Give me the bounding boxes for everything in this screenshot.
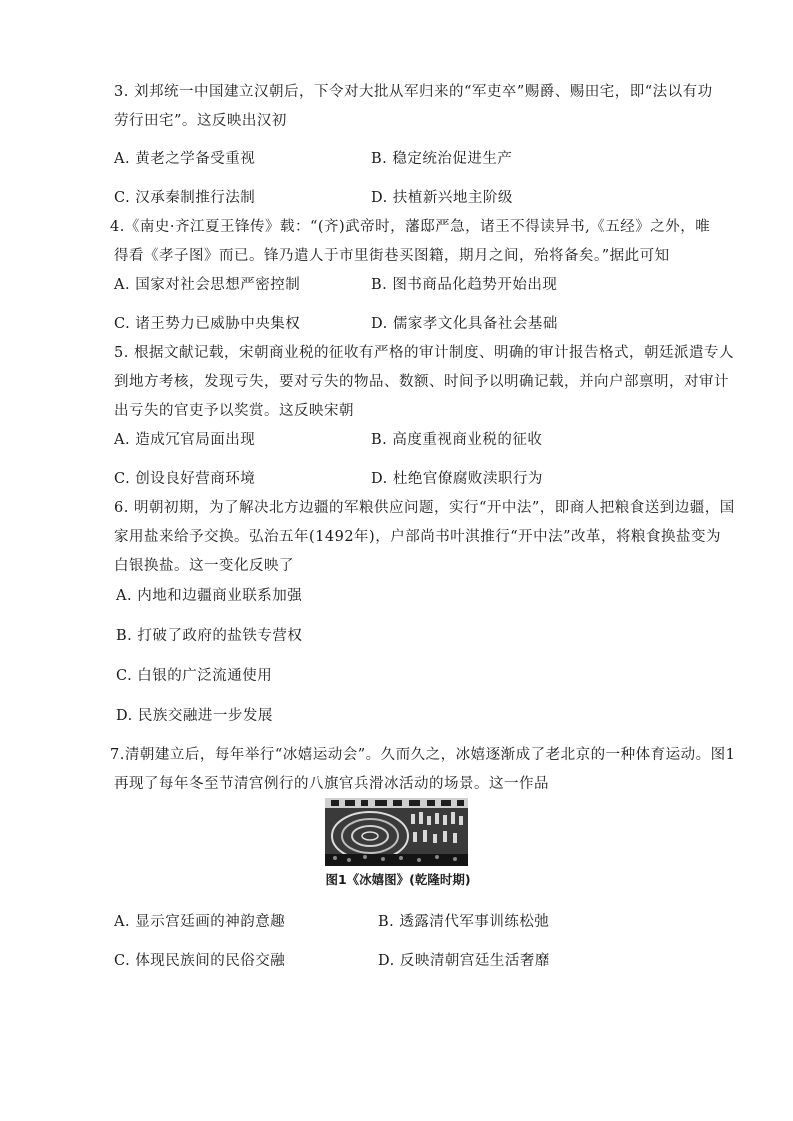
question-6-option-a[interactable]: A. 内地和边疆商业联系加强 [116,588,303,604]
question-4-option-d[interactable]: D. 儒家孝文化具备社会基础 [371,316,558,332]
question-6-option-c[interactable]: C. 白银的广泛流通使用 [116,668,273,684]
question-3-stem-line: 3. 刘邦统一中国建立汉朝后，下令对大批从军归来的“军吏卒”赐爵、赐田宅，即“法以有功 [114,84,713,100]
question-7-option-d[interactable]: D. 反映清朝宫廷生活奢靡 [378,953,550,969]
question-5-option-d[interactable]: D. 杜绝官僚腐败渎职行为 [371,471,543,487]
question-4-option-a[interactable]: A. 国家对社会思想严密控制 [114,277,301,293]
question-3-option-d[interactable]: D. 扶植新兴地主阶级 [371,190,513,206]
question-3-option-c[interactable]: C. 汉承秦制推行法制 [114,190,256,206]
question-4-option-c[interactable]: C. 诸王势力已威胁中央集权 [114,316,301,332]
question-4-option-b[interactable]: B. 图书商品化趋势开始出现 [371,277,558,293]
question-5-option-b[interactable]: B. 高度重视商业税的征收 [371,432,543,448]
question-5-stem-line: 到地方考核，发现亏失，要对亏失的物品、数额、时间予以明确记载，并向户部禀明，对审计 [114,374,729,390]
question-4-stem-line: 4.《南史·齐江夏王锋传》载：“(齐)武帝时，藩邸严急，诸王不得读异书,《五经》之外，唯 [110,219,711,235]
question-6-stem-line: 家用盐来给予交换。弘治五年(1492年)，户部尚书叶淇推行“开中法”改革，将粮食换盐变为 [114,529,722,545]
question-6-option-d[interactable]: D. 民族交融进一步发展 [116,708,273,724]
question-5-stem-line: 5. 根据文献记载，宋朝商业税的征收有严格的审计制度、明确的审计报告格式，朝廷派遣专人 [114,345,734,361]
question-7-option-b[interactable]: B. 透露清代军事训练松弛 [378,914,550,930]
question-4-stem-line: 得看《孝子图》而已。锋乃遣人于市里街巷买图籍，期月之间，殆将备矣。”据此可知 [114,248,670,264]
question-3-option-a[interactable]: A. 黄老之学备受重视 [114,151,256,167]
question-6-option-b[interactable]: B. 打破了政府的盐铁专营权 [116,628,303,644]
figure-1-caption: 图1《冰嬉图》(乾隆时期) [325,872,471,887]
question-6-stem-line: 6. 明朝初期，为了解决北方边疆的军粮供应问题，实行“开中法”，即商人把粮食送到边疆，国 [114,500,735,516]
question-5-option-c[interactable]: C. 创设良好营商环境 [114,471,256,487]
question-7-stem-line: 再现了每年冬至节清宫例行的八旗官兵滑冰活动的场景。这一作品 [114,776,549,792]
question-7-option-c[interactable]: C. 体现民族间的民俗交融 [114,953,286,969]
question-6-stem-line: 白银换盐。这一变化反映了 [114,558,294,574]
question-3-option-b[interactable]: B. 稳定统治促进生产 [371,151,513,167]
question-7-stem-line: 7.清朝建立后，每年举行“冰嬉运动会”。久而久之，冰嬉逐渐成了老北京的一种体育运动。图1 [110,747,736,763]
question-7-option-a[interactable]: A. 显示宫廷画的神韵意趣 [114,914,286,930]
question-5-stem-line: 出亏失的官吏予以奖赏。这反映宋朝 [114,403,354,419]
question-5-option-a[interactable]: A. 造成冗官局面出现 [114,432,256,448]
figure-1-ice-painting [325,798,468,866]
question-3-stem-line: 劳行田宅”。这反映出汉初 [114,113,287,129]
